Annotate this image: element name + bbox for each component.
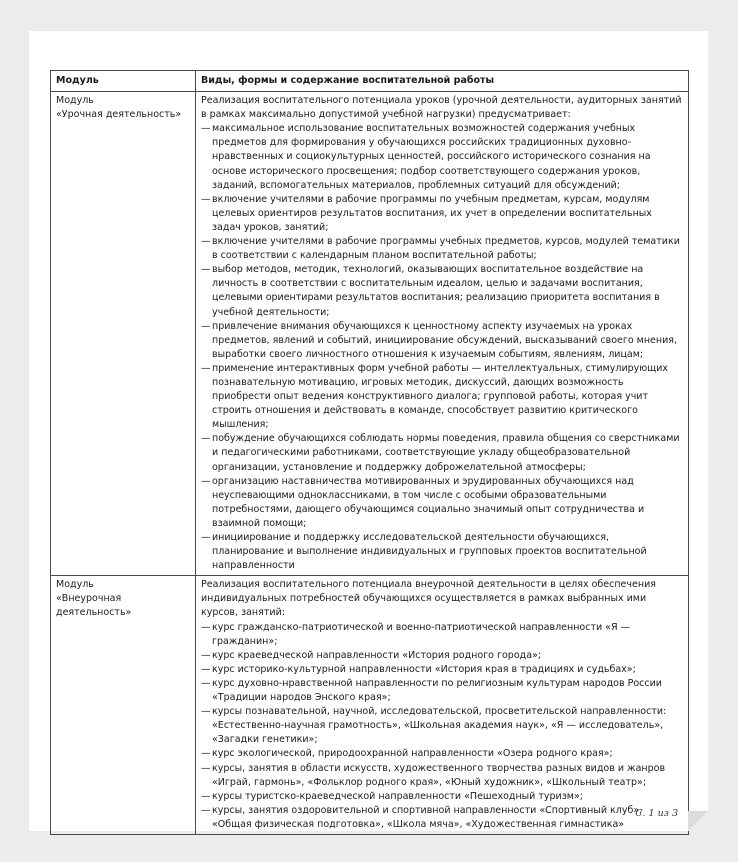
module-cell [51, 576, 196, 835]
table-row [51, 92, 689, 576]
list-item: — курс краеведческой направленности «История родного города»; [201, 649, 683, 663]
list-item: — курс историко-культурной направленности «История края в традициях и судьбах»; [201, 663, 683, 677]
list-item: — курсы туристско-краеведческой направленности «Пешеходный туризм»; [201, 790, 683, 804]
list-item: — курс духовно-нравственной направленности по религиозным культурам народов России «Традиции народов Энского края»; [201, 677, 683, 705]
list-item: — курсы, занятия в области искусств, художественного творчества разных видов и жанров «Играй, гармонь», «Фольклор родного края», «Юный художник», «Школьный театр»; [201, 762, 683, 790]
list-item: — курс экологической, природоохранной направленности «Озера родного края»; [201, 747, 683, 761]
list-item: — максимальное использование воспитательных возможностей содержания учебных предметов для формирования у обучающихся российских традиционных духовно-нравственных и социокультурных ценностей, российского исторического сознания на основе исторического просвещения; подбор соответствующего содержания уроков, заданий, вспомогательных материалов, проблемных ситуаций для обсуждений; [201, 122, 683, 192]
module-label: Модуль [56, 95, 94, 107]
header-module: Модуль [51, 71, 196, 92]
list-item: — курс гражданско-патриотической и военно-патриотической направленности «Я — гражданин»; [201, 621, 683, 649]
content-list [201, 621, 683, 832]
module-title: «Внеурочная деятельность» [56, 593, 132, 619]
list-item: — курсы познавательной, научной, исследовательской, просветительской направленности: «Естественно-научная грамотность», «Школьная академия наук», «Я — исследователь», «Загадки генетики»; [201, 705, 683, 747]
list-item: — организацию наставничества мотивированных и эрудированных обучающихся над неуспевающими одноклассниками, в том числе с особыми образовательными потребностями, дающего обучающимся социально значимый опыт сотрудничества и взаимной помощи; [201, 475, 683, 531]
header-content: Виды, формы и содержание воспитательной работы [196, 71, 689, 92]
module-cell [51, 92, 196, 576]
content-cell [196, 576, 689, 835]
module-title: «Урочная деятельность» [56, 109, 182, 121]
list-item: — применение интерактивных форм учебной работы — интеллектуальных, стимулирующих познавательную мотивацию, игровых методик, дискуссий, дающих возможность приобрести опыт ведения конструктивного диалога; групповой работы, которая учит строить отношения и действовать в команде, способствует развитию критического мышления; [201, 362, 683, 432]
list-item: — включение учителями в рабочие программы учебных предметов, курсов, модулей тематики в соответствии с календарным планом воспитательной работы; [201, 235, 683, 263]
content-list [201, 122, 683, 573]
list-item: — побуждение обучающихся соблюдать нормы поведения, правила общения со сверстниками и педагогическими работниками, соответствующие укладу общеобразовательной организации, установление и поддержку доброжелательной атмосферы; [201, 432, 683, 474]
list-item: — выбор методов, методик, технологий, оказывающих воспитательное воздействие на личность в соответствии с воспитательным идеалом, целью и задачами воспитания, целевыми ориентирами результатов воспитания; реализацию приоритета воспитания в учебной деятельности; [201, 263, 683, 319]
table-row [51, 576, 689, 835]
page-corner-fold [688, 811, 708, 831]
document-page [29, 31, 708, 831]
list-item: — привлечение внимания обучающихся к ценностному аспекту изучаемых на уроках предметов, явлений и событий, инициирование обсуждений, высказываний своего мнения, выработки своего личностного отношения к изучаемым событиям, явлениям, лицам; [201, 320, 683, 362]
education-plan-table [50, 70, 689, 835]
table-header-row [51, 71, 689, 92]
content-cell [196, 92, 689, 576]
content-intro: Реализация воспитательного потенциала уроков (урочной деятельности, аудиторных занятий в рамках максимально допустимой учебной нагрузки) предусматривает: [201, 95, 682, 121]
content-intro: Реализация воспитательного потенциала внеурочной деятельности в целях обеспечения индивидуальных потребностей обучающихся осуществляется в рамках выбранных ими курсов, занятий: [201, 579, 656, 619]
list-item: — курсы, занятия оздоровительной и спортивной направленности «Спортивный клуб», «Общая физическая подготовка», «Школа мяча», «Художественная гимнастика» [201, 804, 683, 832]
module-label: Модуль [56, 579, 94, 591]
list-item: — инициирование и поддержку исследовательской деятельности обучающихся, планирование и выполнение индивидуальных и групповых проектов воспитательной направленности [201, 531, 683, 573]
page-number: С. 1 из 3 [635, 808, 678, 819]
list-item: — включение учителями в рабочие программы по учебным предметам, курсам, модулям целевых ориентиров результатов воспитания, их учет в определении воспитательных задач уроков, занятий; [201, 193, 683, 235]
